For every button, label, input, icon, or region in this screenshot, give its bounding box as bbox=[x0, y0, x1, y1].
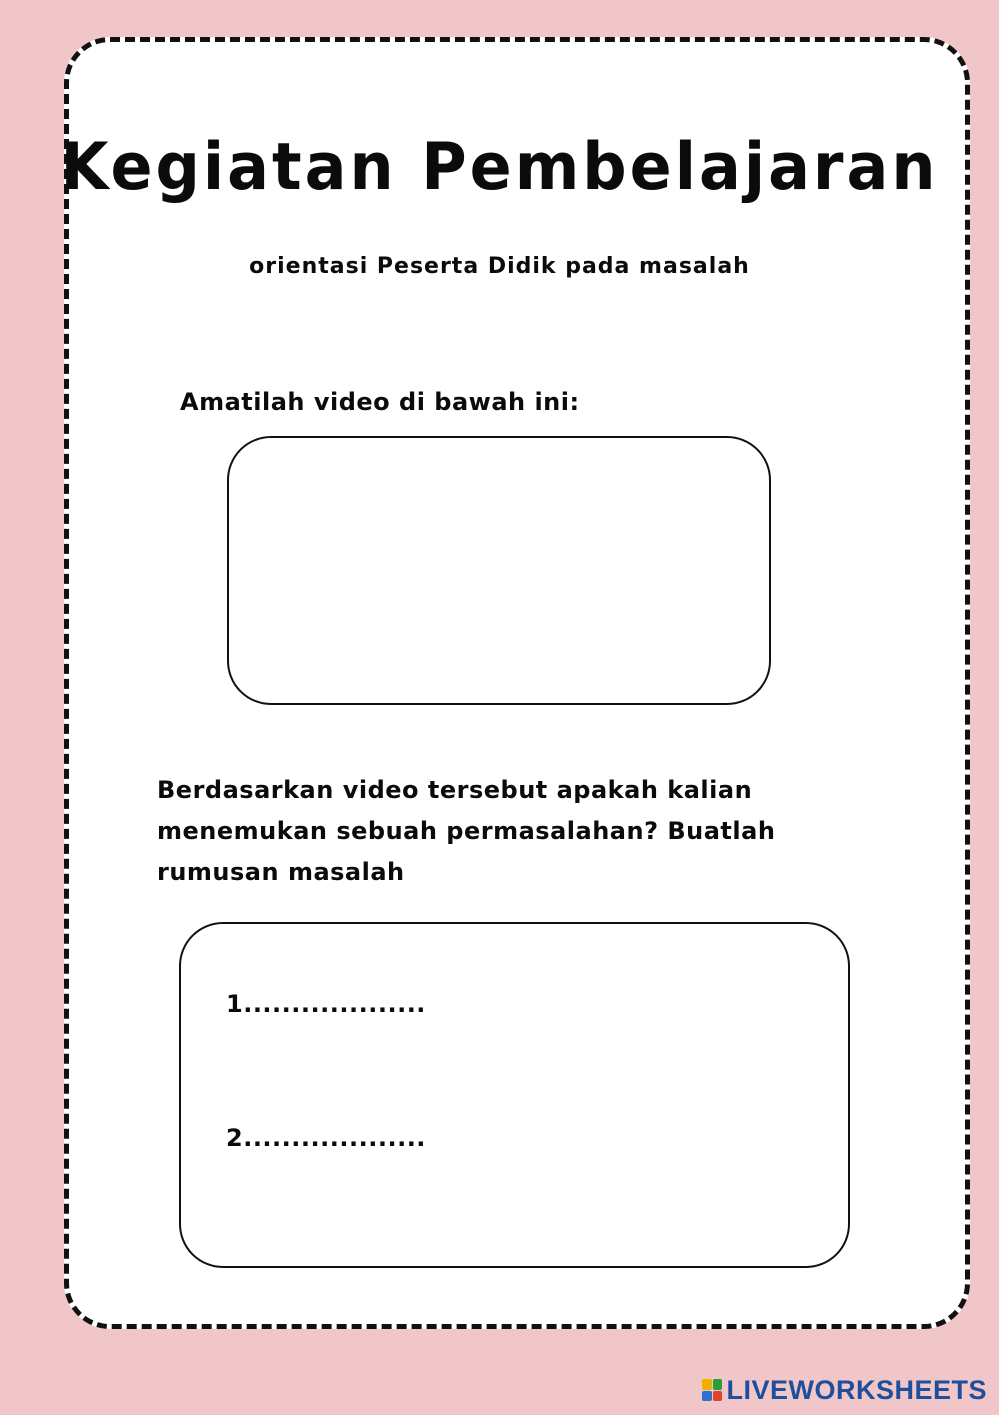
video-placeholder-box[interactable] bbox=[227, 436, 771, 705]
liveworksheets-brand[interactable] bbox=[702, 1374, 987, 1406]
answer-field-2[interactable]: 2................... bbox=[226, 1124, 426, 1152]
brand-name: LIVEWORKSHEETS bbox=[726, 1374, 987, 1405]
page-title: Kegiatan Pembelajaran bbox=[60, 128, 939, 205]
liveworksheets-logo-icon bbox=[702, 1379, 722, 1401]
page-subtitle: orientasi Peserta Didik pada masalah bbox=[249, 254, 750, 279]
answer-box bbox=[179, 922, 850, 1268]
question-text: Berdasarkan video tersebut apakah kalian menemukan sebuah permasalahan? Buatlah rumusan masalah bbox=[157, 776, 776, 886]
answer-field-1[interactable]: 1................... bbox=[226, 990, 426, 1018]
video-instruction: Amatilah video di bawah ini: bbox=[180, 388, 580, 416]
